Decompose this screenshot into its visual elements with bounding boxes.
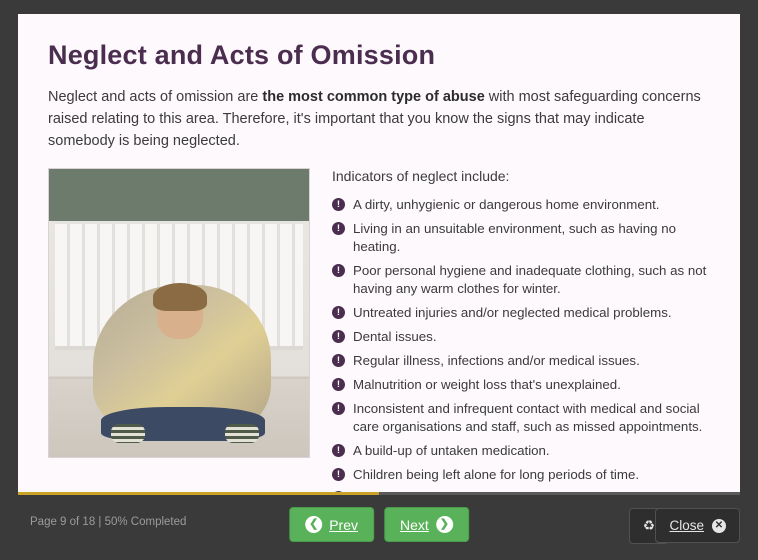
next-button-label: Next [400,516,429,533]
exclamation-icon: ! [332,468,345,481]
exclamation-icon: ! [332,306,345,319]
close-button-label: Close [669,518,704,533]
list-item [332,328,710,346]
exclamation-icon: ! [332,402,345,415]
next-button[interactable] [384,507,469,542]
list-item [332,466,710,484]
exclamation-icon: ! [332,264,345,277]
exclamation-icon: ! [332,354,345,367]
page-title: Neglect and Acts of Omission [48,40,436,70]
neglect-photo [48,168,310,458]
list-item-label: Inconsistent and infrequent contact with medical and social care organisations and staff, such as missed appointments. [353,400,703,434]
exclamation-icon: ! [332,222,345,235]
progress-bar-fill [18,492,379,495]
slide-content-card [18,14,740,492]
list-item [332,262,710,298]
list-item [332,352,710,370]
close-button[interactable] [655,508,740,543]
content-row [48,168,710,492]
list-item [332,400,710,436]
list-item [332,442,710,460]
list-item-label: A build-up of untaken medication. [353,442,550,458]
list-item [332,220,710,256]
intro-text-bold: the most common type of abuse [262,89,485,105]
list-item-label: Dental issues. [353,328,437,344]
exclamation-icon: ! [332,198,345,211]
intro-text-part2: with most safeguarding concerns raised relating to this area. Therefore, it's important that you know the signs that may indicate somebody is being neglected. [48,89,701,149]
page-status-text: Page 9 of 18 | 50% Completed [30,516,187,528]
indicators-panel [332,168,710,492]
list-item-label: A dirty, unhygienic or dangerous home environment. [353,197,660,213]
progress-bar-track [18,492,740,495]
chevron-left-icon: ❮ [305,516,322,533]
list-item-label: Untreated injuries and/or neglected medical problems. [353,304,672,320]
footer-bar [0,492,758,560]
prev-button-label: Prev [329,516,358,533]
child-hair-shape [153,283,207,311]
list-item-label: Children being left alone for long periods of time. [353,466,640,482]
exclamation-icon: ! [332,444,345,457]
list-item-label: Malnutrition or weight loss that's unexplained. [353,376,621,392]
indicators-heading: Indicators of neglect include: [332,168,510,185]
navigation-buttons [289,507,469,542]
list-item-label: Living in an unsuitable environment, such as having no heating. [353,221,677,255]
intro-paragraph [48,87,710,152]
prev-button[interactable] [289,507,374,542]
gear-icon: ♻ [642,518,655,533]
intro-text-part1: Neglect and acts of omission are [48,89,263,105]
indicators-list [332,196,710,492]
close-icon: ✕ [712,519,726,533]
list-item-label: Poor personal hygiene and inadequate clothing, such as not having any warm clothes for winter. [353,263,707,296]
list-item [332,196,710,214]
exclamation-icon: ! [332,330,345,343]
list-item-label: Regular illness, infections and/or medical issues. [353,352,640,368]
chevron-right-icon: ❯ [436,516,453,533]
sock-left-shape [111,424,145,443]
list-item [332,376,710,394]
list-item [332,304,710,322]
sock-right-shape [225,424,259,443]
exclamation-icon: ! [332,378,345,391]
